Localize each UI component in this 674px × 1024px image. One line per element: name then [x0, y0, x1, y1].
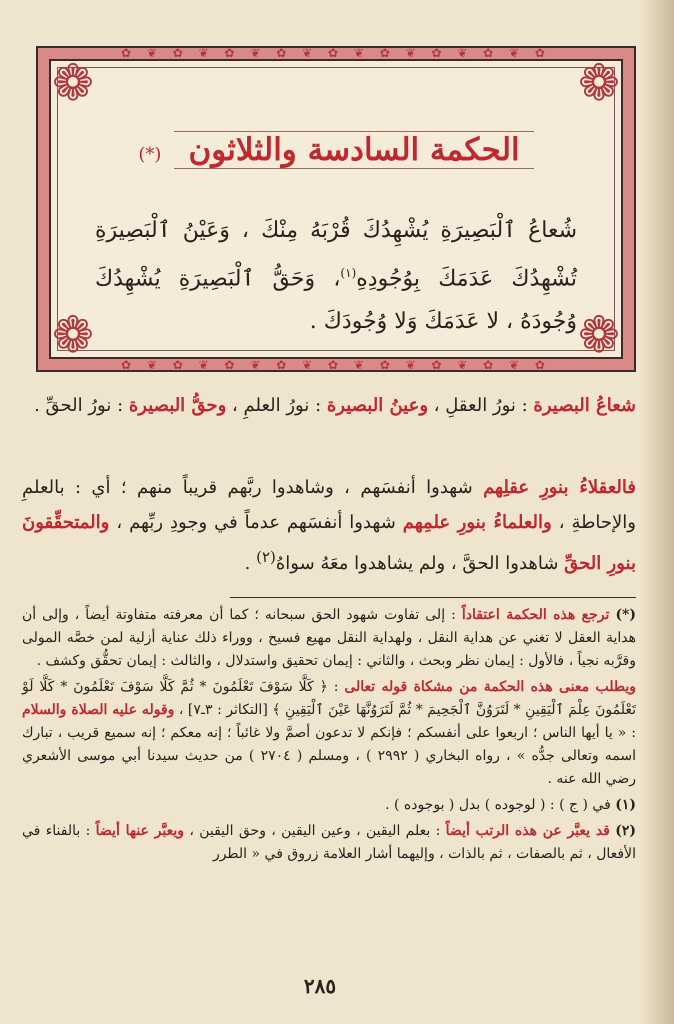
footnote-text: : « يا أيها الناس ؛ اربعوا على أنفسكم ؛ فإنكم لا تدعون أصمَّ ولا غائباً ؛ إنه معكم ؛ إنه سميع قريب ، تبارك اسمه وتعالى جدُّه » ، رواه البخاري ( ٢٩٩٢ ) ، ومسلم ( ٢٧٠٤ ) من حديث سيدنا أبي موسى الأشعري رضي الله عنه . [22, 725, 636, 787]
footnote-text: : بعلم اليقين ، وعين اليقين ، وحق اليقين ، [184, 823, 446, 839]
key-term: وعينُ البصيرة [326, 395, 429, 416]
paragraph-text: : نورُ العلمِ ، [226, 395, 327, 416]
commentary-paragraph [22, 470, 636, 581]
footnote-marker: (*) [615, 607, 637, 623]
key-term: فالعقلاءُ بنورِ عقلِهم [483, 477, 636, 498]
page-number: ٢٨٥ [303, 974, 337, 998]
key-term: وحقُّ البصيرة [128, 395, 227, 416]
section-header [49, 131, 623, 169]
footnote [22, 604, 636, 673]
page-edge-shadow [640, 0, 674, 1024]
paragraph-text: شاهدوا الحقَّ ، ولم يشاهدوا معَهُ سواهُ [275, 553, 565, 574]
aphorism-line: عَدَمَكَ بِوُجُودِهِ [356, 266, 494, 292]
footnote-lead: ترجع هذه الحكمة اعتقاداً [461, 607, 610, 623]
aphorism-text [95, 209, 577, 343]
aphorism-line: وَلا وُجُودَكَ . [309, 309, 418, 335]
corner-ornament-icon: ❁ [52, 306, 94, 364]
paragraph-text: شهدوا أنفسَهم ، وشاهدوا ربَّهم قريباً منهم ؛ أي : بالعلمِ والإحاطةِ ، [22, 477, 636, 533]
key-term: والمتحقِّقونَ بنورِ الحقِّ [22, 512, 636, 574]
paragraph-text: شهدوا أنفسَهم عدماً في وجودِ ربِّهم ، [109, 512, 403, 533]
footnote-text: : إلى تفاوت شهود الحق سبحانه ؛ كما أن معرفته متفاوتة أيضاً ، وإلى أن هداية العقل لا تغني عن هداية النقل ، ولهداية النقل مهيع فسيح ، ووراء ذلك عناية أزلية لمن خصَّه المولى وقرَّبه نجياً ، فالأول : إيمان نظر وبحث ، والثاني : إيمان تحقيق واستدلال ، والثالث : إيمان تحقُّق وكشف . [22, 607, 636, 669]
footnote-lead: قد يعبَّر عن هذه الرتب أيضاً [445, 823, 610, 839]
vine-border-icon: ✿ ❦ ✿ ❦ ✿ ❦ ✿ ❦ ✿ ❦ ✿ ❦ ✿ ❦ ✿ ❦ ✿ [121, 358, 551, 372]
footnote-marker: (١) [615, 797, 636, 813]
footnote-lead: ويعبَّر عنها أيضاً [95, 823, 185, 839]
section-title: الحكمة السادسة والثلاثون [174, 131, 533, 169]
footnote-ref: (١) [340, 266, 357, 280]
footnotes [22, 604, 636, 869]
footnote-divider [230, 597, 636, 598]
title-footnote-marker: (*) [138, 144, 162, 165]
ornamental-frame [36, 46, 636, 372]
paragraph-text: : نورُ الحقِّ . [34, 395, 129, 416]
footnote-text: في ( ج ) : ( لوجوده ) بدل ( بوجوده ) . [385, 797, 616, 813]
footnote-ref: (٢) [256, 548, 276, 566]
footnote-marker: (٢) [615, 823, 636, 839]
key-term: شعاعُ البصيرة [533, 395, 636, 416]
key-term: والعلماءُ بنورِ علمِهم [402, 512, 552, 533]
footnote-lead: وقوله عليه الصلاة والسلام [22, 702, 175, 718]
footnote-lead: ويطلب معنى هذه الحكمة من مشكاة قوله تعالى [344, 679, 637, 695]
vine-border-icon: ✿ ❦ ✿ ❦ ✿ ❦ ✿ ❦ ✿ ❦ ✿ ❦ ✿ ❦ ✿ ❦ ✿ [121, 46, 551, 60]
footnote-text: : بالفناء في الأفعال ، ثم بالصفات ، ثم بالذات ، وإليهما أشار العلامة زروق في « الطرر [22, 823, 636, 862]
footnote [22, 676, 636, 791]
footnote-text: : ﴿ كَلَّا سَوْفَ تَعْلَمُونَ * ثُمَّ كَلَّا سَوْفَ تَعْلَمُونَ * كَلَّا لَوْ تَعْلَمُونَ عِلْمَ ٱلْيَقِينِ * لَتَرَوُنَّ ٱلْجَحِيمَ * ثُمَّ لَتَرَوُنَّهَا عَيْنَ ٱلْيَقِينِ ﴾ [التكاثر : ٣ـ٧] ، [22, 679, 636, 718]
commentary-paragraph [22, 388, 636, 423]
corner-ornament-icon: ❁ [578, 306, 620, 364]
aphorism-line: شُعاعُ ٱلْبَصِيرَةِ يُشْهِدُكَ قُرْبَهُ مِنْكَ ، وَعَيْنُ ٱلْبَصِيرَةِ تُشْهِدُكَ [95, 218, 577, 292]
paragraph-text: : نورُ العقلِ ، [428, 395, 534, 416]
aphorism-line: ، وَحَقُّ ٱلْبَصِيرَةِ يُشْهِدُكَ وُجُودَهُ ، لا عَدَمَكَ [95, 266, 577, 335]
paragraph-text: . [244, 553, 257, 574]
footnote [22, 794, 636, 817]
footnote [22, 820, 636, 866]
corner-ornament-icon: ❁ [578, 54, 620, 112]
corner-ornament-icon: ❁ [52, 54, 94, 112]
